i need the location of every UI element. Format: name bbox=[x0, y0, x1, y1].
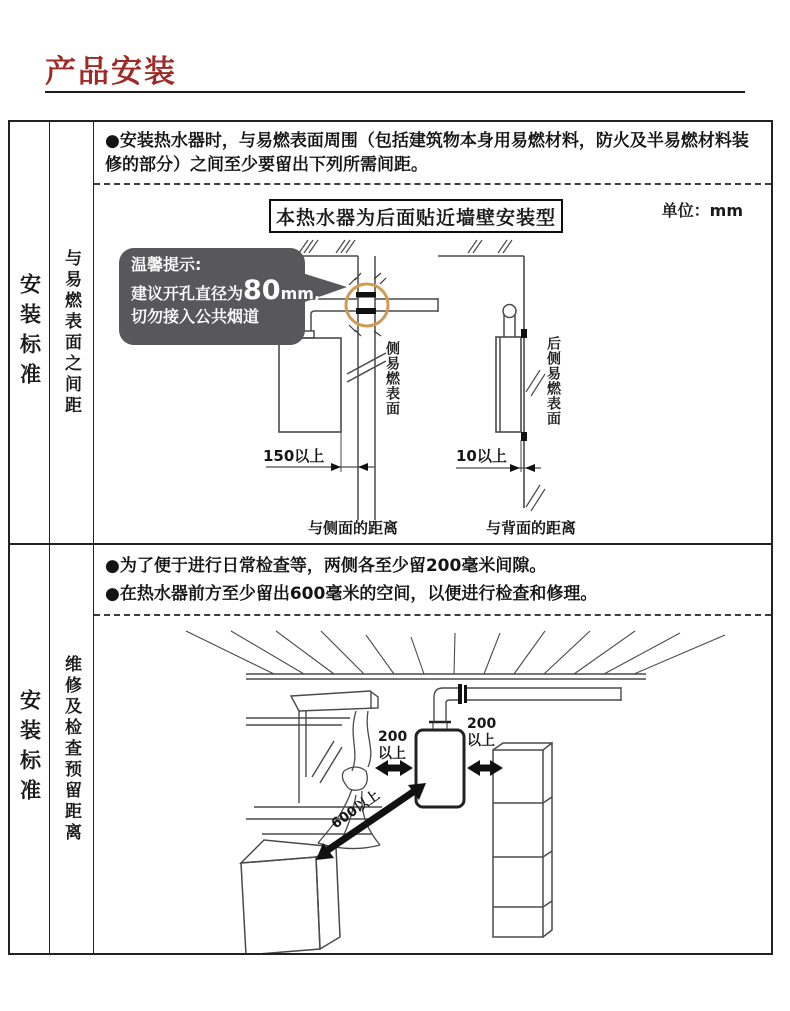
back-clearance-dimension: 10以上 bbox=[456, 447, 507, 465]
row1-category-cell bbox=[10, 122, 50, 543]
service-clearance-diagram bbox=[94, 545, 771, 953]
row2-subcategory-cell bbox=[50, 545, 94, 953]
side-wall-label: 侧易燃表面 bbox=[384, 341, 400, 416]
installation-spec-table bbox=[8, 120, 773, 955]
tip-bubble bbox=[119, 248, 321, 345]
hole-highlight-circle bbox=[346, 284, 388, 326]
left-clearance-unit: 以上 bbox=[378, 746, 406, 762]
tip-body-prefix: 建议开孔直径为 bbox=[131, 284, 244, 303]
front-clearance-label: 600以上 bbox=[328, 787, 383, 833]
diagram-header-box: 本热水器为后面贴近墙壁安装型 bbox=[269, 199, 563, 233]
row2-bullet-2: ●在热水器前方至少留出600毫米的空间，以便进行检查和修理。 bbox=[105, 584, 598, 605]
row1-subcategory-cell bbox=[50, 122, 94, 543]
tip-warning-line: 切勿接入公共烟道 bbox=[131, 307, 260, 327]
row2-content-cell bbox=[94, 545, 771, 953]
title-underline bbox=[45, 91, 745, 93]
right-clearance-unit: 以上 bbox=[467, 733, 495, 749]
right-clearance-value: 200 bbox=[467, 716, 497, 732]
unit-label: 单位：mm bbox=[661, 201, 743, 220]
row2-subcategory-label: 维修及检查预留距离 bbox=[61, 654, 81, 844]
row2-bullet-1: ●为了便于进行日常检查等，两侧各至少留200毫米间隙。 bbox=[105, 556, 547, 576]
table-row-flammable-clearance bbox=[10, 122, 771, 543]
water-heater-front-view bbox=[279, 338, 341, 432]
row2-category-label: 安装标准 bbox=[17, 689, 42, 809]
tip-title: 温馨提示: bbox=[131, 255, 202, 274]
ceiling-hatch-marks-right bbox=[468, 240, 512, 253]
tip-body bbox=[131, 275, 321, 307]
row1-subcategory-label: 与易燃表面之间距 bbox=[61, 248, 81, 417]
left-clearance-value: 200 bbox=[378, 729, 408, 745]
shelf-unit bbox=[493, 743, 552, 937]
side-clearance-caption: 与侧面的距离 bbox=[308, 519, 399, 537]
ceiling-rays bbox=[186, 631, 725, 674]
row2-category-cell bbox=[10, 545, 50, 953]
table-row-service-clearance bbox=[10, 543, 771, 953]
side-clearance-dimension: 150以上 bbox=[263, 447, 325, 465]
page-title: 产品安装 bbox=[45, 54, 177, 90]
ceiling-hatch-marks bbox=[299, 240, 355, 253]
tip-hole-diameter: 80 bbox=[243, 275, 281, 306]
row1-category-label: 安装标准 bbox=[17, 272, 42, 393]
back-wall-label: 后侧易燃表面 bbox=[545, 336, 561, 426]
row1-content-cell bbox=[94, 122, 771, 543]
row1-bullet-text: ●安装热水器时，与易燃表面周围（包括建筑物本身用易燃材料，防火及半易燃材料装修的部分）之间至少要留出下列所需间距。 bbox=[105, 131, 749, 176]
back-clearance-caption: 与背面的距离 bbox=[486, 519, 577, 537]
water-heater-perspective bbox=[416, 730, 464, 807]
curtain bbox=[318, 711, 380, 849]
tip-body-suffix: mm, bbox=[280, 284, 321, 303]
